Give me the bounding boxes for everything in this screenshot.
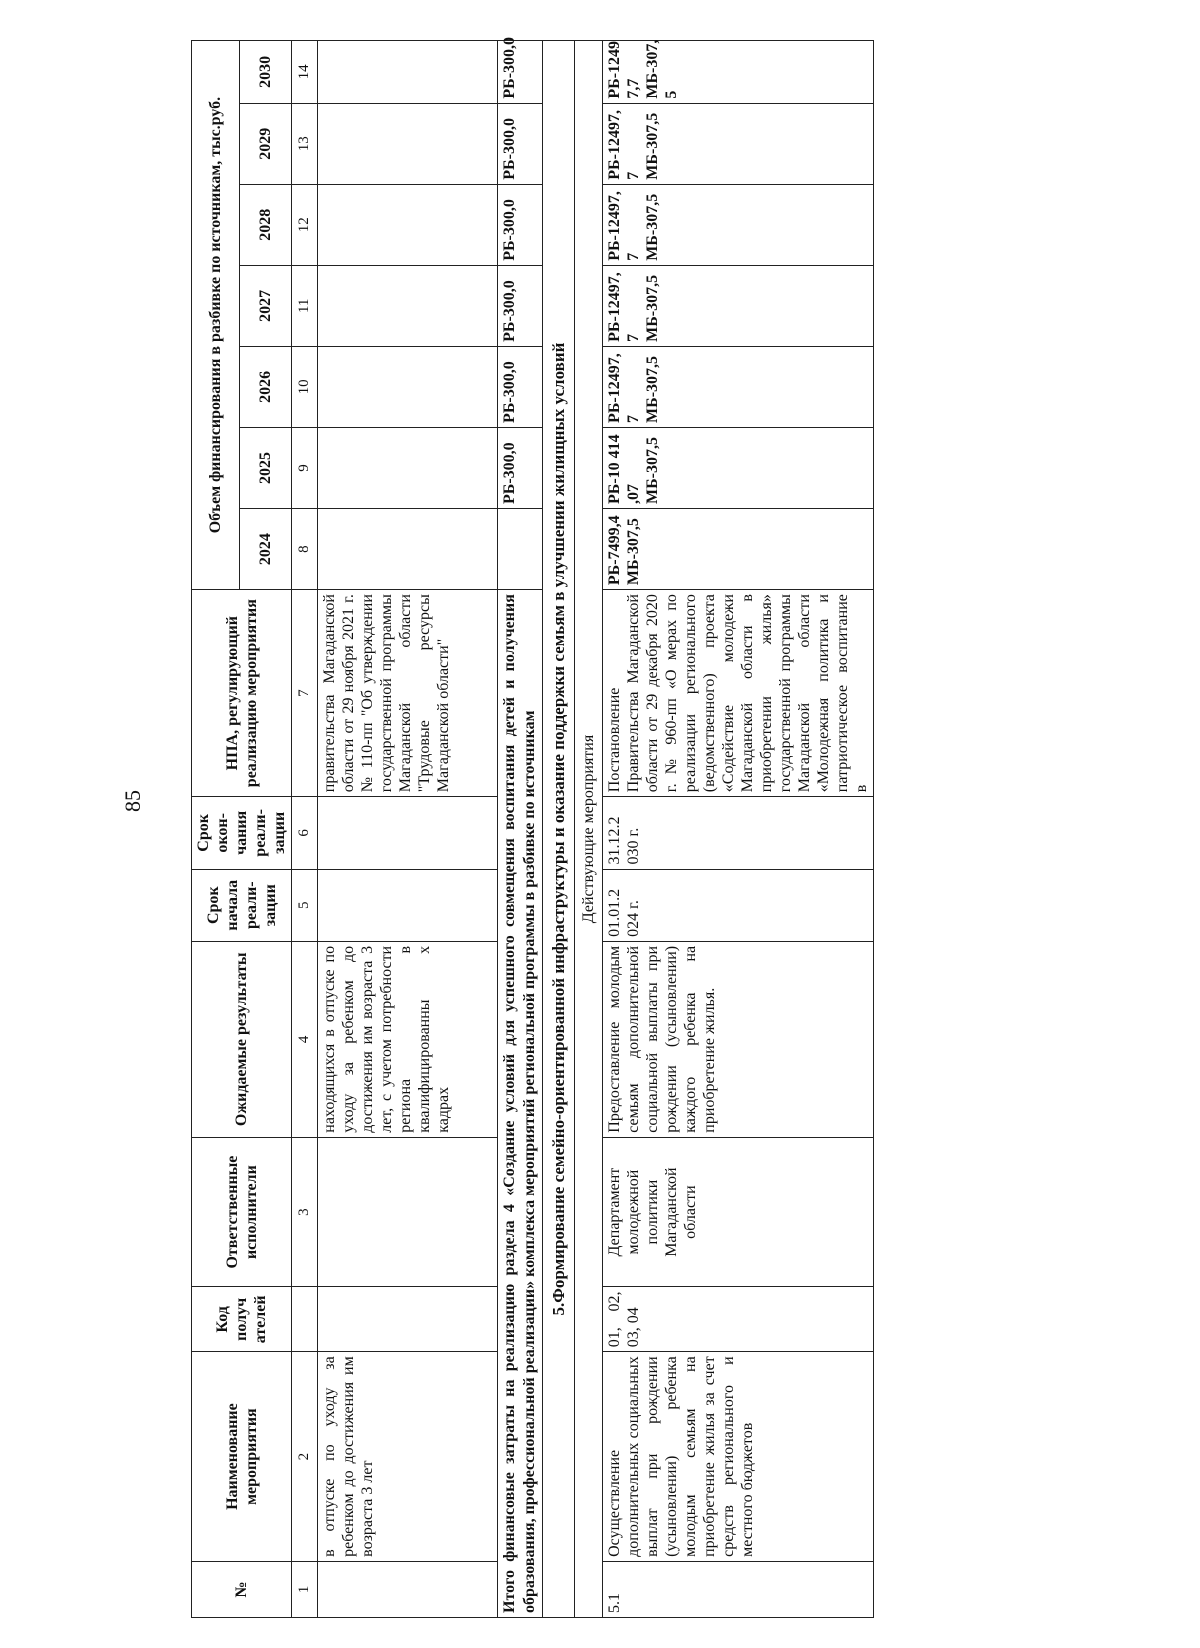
total-text: Итого финансовые затраты на реализацию раздела 4 «Создание условий для успешного совмещения воспитания детей и получения образования, профессиональной реализации» комплекса мероприятий региональной программы в разбивке по источникам (498, 590, 543, 1618)
measures-table (191, 36, 874, 1618)
total-2024 (498, 509, 543, 590)
row-5-1-results: Предоставление молодым семьям дополнительной социальной выплаты при рождении (усыновлении) каждого ребенка на приобретение жилья. (603, 941, 874, 1137)
col-num: 4 (292, 941, 318, 1137)
total-2027: РБ-300,0 (498, 265, 543, 346)
year-2028: 2028 (240, 184, 292, 265)
cont-2024 (318, 509, 498, 590)
rb-value: РБ-12497, 7 (606, 191, 642, 261)
header-responsible: Ответственные исполнители (192, 1137, 292, 1287)
col-num: 1 (292, 1561, 318, 1617)
col-num (292, 1287, 318, 1352)
continued-row (318, 41, 498, 1618)
header-no: № (192, 1561, 292, 1617)
cont-results: находящихся в отпуске по уходу за ребенком до достижения им возраста 3 лет, с учетом потребности региона в квалифицированны х кадрах (318, 941, 498, 1137)
header-code: Код получ ателей (192, 1287, 292, 1352)
row-5-1-2029 (603, 103, 874, 184)
row-5-1-2026 (603, 346, 874, 427)
subsection-row (575, 41, 603, 1618)
year-2026: 2026 (240, 346, 292, 427)
row-5-1-name: Осуществление дополнительных социальных выплат при рождении (усыновлении) ребенка молодым семьям на приобретение жилья за счет средств регионального и местного бюджетов (603, 1352, 874, 1562)
col-num: 14 (292, 41, 318, 104)
cont-start (318, 869, 498, 941)
year-2024: 2024 (240, 509, 292, 590)
col-num: 7 (292, 590, 318, 797)
mb-value: МБ-307,5 (644, 112, 661, 180)
page-number: 85 (120, 790, 145, 812)
total-2025: РБ-300,0 (498, 427, 543, 508)
header-results: Ожидаемые результаты (192, 941, 292, 1137)
col-num: 11 (292, 265, 318, 346)
row-5-1-code: 01, 02, 03, 04 (603, 1287, 874, 1352)
header-name-cell: Наименование мероприятия (192, 1352, 292, 1562)
rb-value: РБ-12497, 7 (606, 272, 642, 342)
rb-value: РБ-7499,4 (606, 515, 623, 586)
total-2029: РБ-300,0 (498, 103, 543, 184)
cont-code (318, 1287, 498, 1352)
col-num: 3 (292, 1137, 318, 1287)
rb-value: РБ-12497, 7 (606, 110, 642, 180)
mb-value: МБ-307, 5 (644, 39, 680, 99)
col-num: 10 (292, 346, 318, 427)
mb-value: МБ-307,5 (644, 274, 661, 342)
row-5-1-end: 31.12.2 030 г. (603, 797, 874, 869)
cont-2030 (318, 41, 498, 104)
row-5-1-2025 (603, 427, 874, 508)
header-start: Срок начала реали-зации (192, 869, 292, 941)
rb-value: РБ-1249 7,7 (606, 40, 642, 99)
column-number-row (292, 41, 318, 1618)
row-5-1-npa: Постановление Правительства Магаданской области от 29 декабря 2020 г. № 960-пп «О мерах по реализации регионального (ведомственного) проекта «Содействие молодежи Магаданской области в приобретении жилья» государственной программы Магаданской области «Молодежная политика и патриотическое воспитание в (603, 590, 874, 797)
total-row (498, 41, 543, 1618)
col-num: 13 (292, 103, 318, 184)
mb-value: МБ-307,5 (625, 518, 642, 586)
year-2029: 2029 (240, 103, 292, 184)
cont-name: в отпуске по уходу за ребенком до достижения им возраста 3 лет (318, 1352, 498, 1562)
header-funding: Объем финансирования в разбивке по источникам, тыс.руб. (192, 41, 240, 590)
col-num: 5 (292, 869, 318, 941)
row-5-1-no: 5.1 (603, 1561, 874, 1617)
rb-value: РБ-10 414 ,07 (606, 434, 642, 505)
col-num: 6 (292, 797, 318, 869)
cont-2026 (318, 346, 498, 427)
mb-value: МБ-307,5 (644, 355, 661, 423)
cont-2028 (318, 184, 498, 265)
rotated-page-content (191, 36, 1039, 1618)
col-num: 8 (292, 509, 318, 590)
col-num: 2 (292, 1352, 318, 1562)
year-2025: 2025 (240, 427, 292, 508)
header-end: Срок окон-чания реали-зации (192, 797, 292, 869)
col-num: 9 (292, 427, 318, 508)
cont-end (318, 797, 498, 869)
row-5-1-2028 (603, 184, 874, 265)
cont-2029 (318, 103, 498, 184)
cont-2027 (318, 265, 498, 346)
mb-value: МБ-307,5 (644, 193, 661, 261)
header-row (192, 41, 240, 1618)
subsection-title: Действующие мероприятия (575, 41, 603, 1618)
total-2026: РБ-300,0 (498, 346, 543, 427)
cont-npa: правительства Магаданской области от 29 ноября 2021 г. № 110-пп "Об утверждении государственной программы Магаданской области "Трудовые ресурсы Магаданской области" (318, 590, 498, 797)
year-2027: 2027 (240, 265, 292, 346)
rb-value: РБ-12497, 7 (606, 353, 642, 423)
row-5-1-2024 (603, 509, 874, 590)
total-2030: РБ-300,0 (498, 41, 543, 104)
year-2030: 2030 (240, 41, 292, 104)
row-5-1 (603, 41, 874, 1618)
cont-responsible (318, 1137, 498, 1287)
section-title: 5.Формирование семейно-ориентированной инфраструктуры и оказание поддержки семьям в улучшении жилищных условий (543, 41, 575, 1618)
cont-no (318, 1561, 498, 1617)
row-5-1-responsible: Департамент молодежной политики Магаданской области (603, 1137, 874, 1287)
row-5-1-start: 01.01.2 024 г. (603, 869, 874, 941)
row-5-1-2030 (603, 41, 874, 104)
header-npa: НПА, регулирующий реализацию мероприятия (192, 590, 292, 797)
col-num: 12 (292, 184, 318, 265)
mb-value: МБ-307,5 (644, 437, 661, 505)
section-row (543, 41, 575, 1618)
row-5-1-2027 (603, 265, 874, 346)
cont-2025 (318, 427, 498, 508)
total-2028: РБ-300,0 (498, 184, 543, 265)
